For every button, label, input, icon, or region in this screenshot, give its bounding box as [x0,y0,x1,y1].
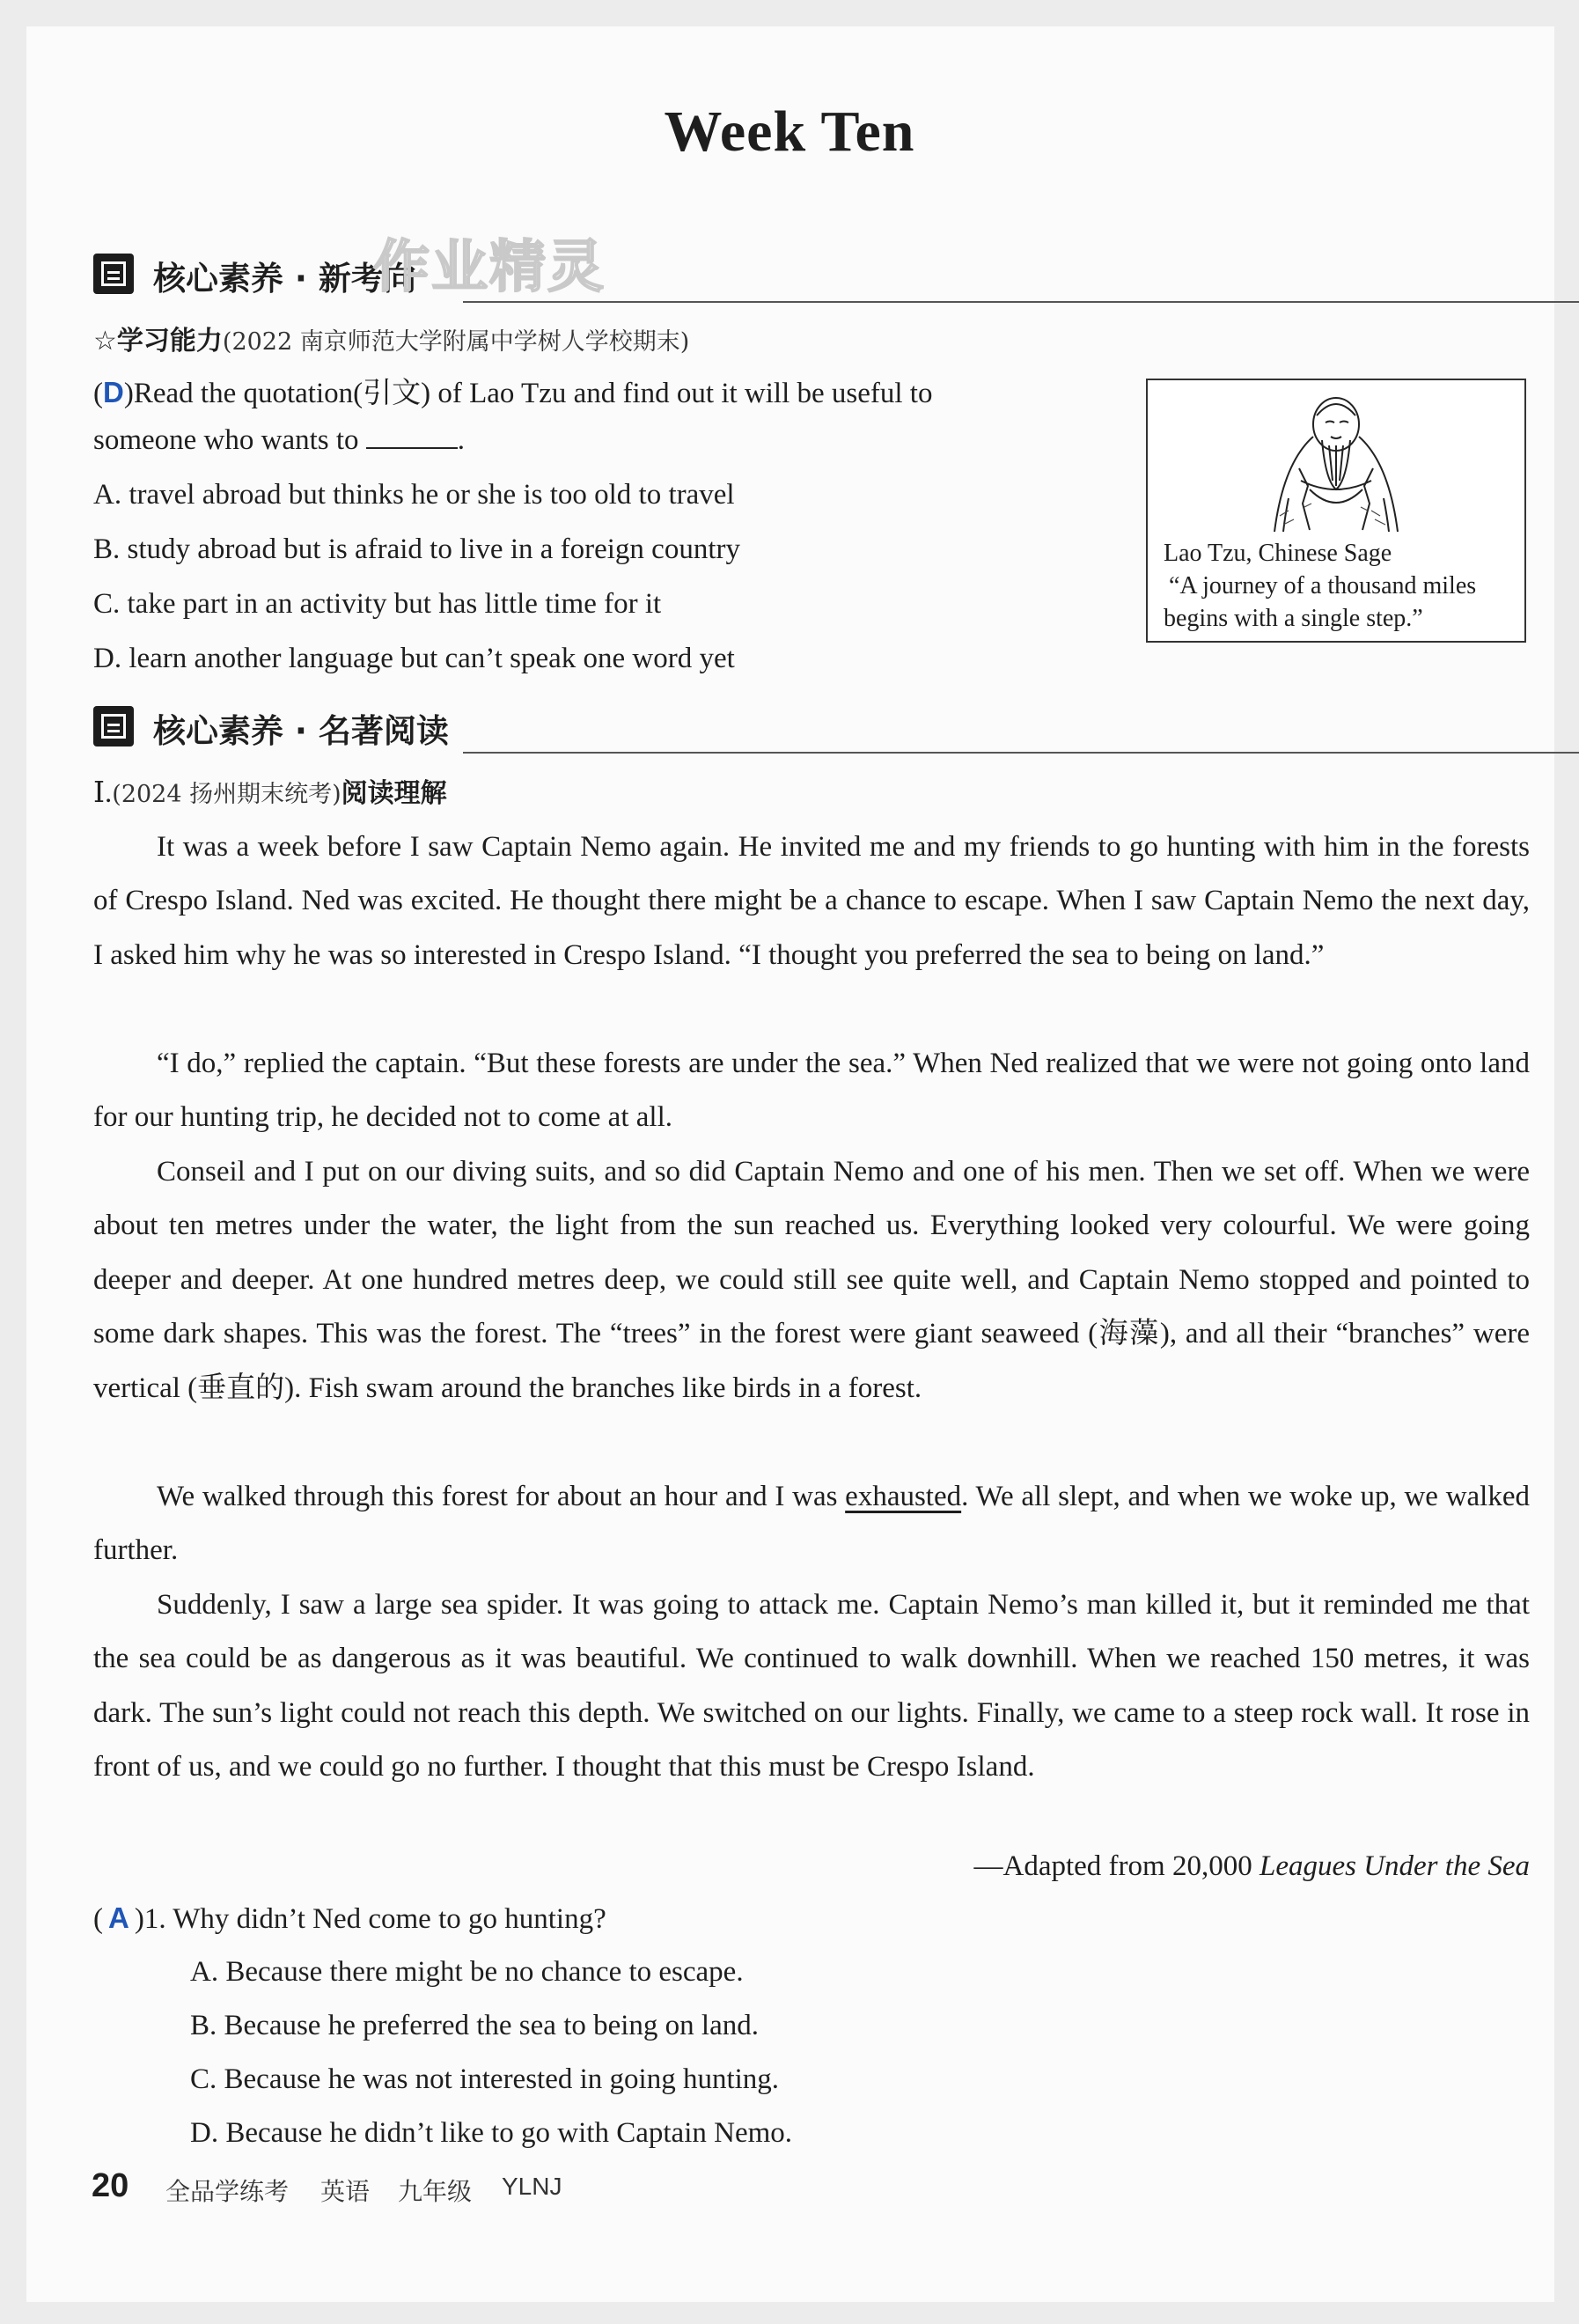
part-line [93,771,447,810]
question-text: 1. Why didn’t Ned come to go hunting? [143,1903,606,1935]
figure-caption [1164,537,1476,635]
attribution-prefix: —Adapted from 20,000 [973,1850,1260,1882]
answer-blank [366,424,458,449]
source-attribution [974,1850,1530,1883]
passage-paragraph-2: “I do,” replied the captain. “But these forests are under the sea.” When Ned realized that we were not going onto land for our hunting trip, he decided not to come at all. [93,1048,1530,1134]
section-heading: 核心素养 · 新考向 [153,260,416,298]
section-header-classic-reading [93,701,1537,754]
passage-paragraph-3: Conseil and I put on our diving suits, and so did Captain Nemo and one of his men. Then we set off. When we were about ten metres under the water, the light from the sun reached us. Everything looked very colourful. We were going deeper and deeper. At one hundred metres deep, we could still see quite well, and Captain Nemo stopped and pointed to some dark shapes. This was the forest. The “trees” in the forest were giant seaweed (海藻), and all their “branches” were vertical (垂直的). Fish swam around the branches like birds in a forest. [93,1156,1530,1404]
paragraph-text: We walked through this forest for about an hour and I was [157,1481,846,1512]
section-book-icon [93,254,134,294]
exam-source: (2024 扬州期末统考) [112,781,342,808]
q1-option-b: B. Because he preferred the sea to being on land. [190,2010,759,2041]
answer-mark: D [103,376,124,408]
ability-line [93,319,689,357]
quotation-question-line1: (D)Read the quotation(引文) of Lao Tzu and find out it will be useful to [93,376,933,409]
footer-grade: 九年级 [398,2177,473,2206]
section-header-new-exam [93,248,1537,301]
answer-mark: A [108,1901,129,1934]
part-number: Ⅰ. [93,777,113,809]
lao-tzu-illustration [1248,384,1424,533]
ability-label: ☆学习能力 [93,326,223,357]
lao-tzu-figure [1146,379,1526,643]
option-a: A. travel abroad but thinks he or she is too old to travel [93,479,735,511]
part-title: 阅读理解 [341,778,447,809]
option-d: D. learn another language but can’t speak one word yet [93,643,735,674]
question-stem-continued: someone who wants to [93,424,359,456]
underlined-word: exhausted [845,1481,962,1512]
section-divider [463,752,1579,754]
caption-name: Lao Tzu, Chinese Sage [1164,540,1392,567]
caption-quote-line1: “A journey of a thousand miles [1169,572,1477,599]
caption-quote-line2: begins with a single step.” [1164,605,1423,632]
q1-option-c: C. Because he was not interested in going hunting. [190,2063,780,2095]
option-b: B. study abroad but is afraid to live in a foreign country [93,533,740,565]
page-number: 20 [92,2167,129,2204]
footer-brand: 全品学练考 [165,2177,290,2206]
q1-option-a: A. Because there might be no chance to escape. [190,1956,744,1988]
passage-paragraph-5: Suddenly, I saw a large sea spider. It was going to attack me. Captain Nemo’s man killed it, but it reminded me that the sea could be as dangerous as it was beautiful. We continued to walk downhill. When we reached 150 metres, it was dark. The sun’s light could not reach this depth. We switched on our lights. Finally, we came to a steep rock wall. It rose in front of us, and we could go no further. I thought that this must be Crespo Island. [93,1589,1530,1783]
book-title: Leagues Under the Sea [1259,1850,1530,1882]
passage-paragraph-4 [93,1470,1530,1578]
question-1-stem: ( A )1. Why didn’t Ned come to go hunting? [93,1901,606,1935]
section-divider [463,301,1579,303]
section-book-icon [93,706,134,746]
question-stem: Read the quotation(引文) of Lao Tzu and find out it will be useful to [133,378,933,409]
watermark: 作业精灵 [373,235,606,300]
paragraph-text: . We all slept, and when we woke up, we walked further. [93,1481,1530,1567]
quotation-question-line2: someone who wants to . [93,424,466,456]
page-title: Week Ten [664,99,915,164]
footer-subject: 英语 [320,2177,371,2206]
q1-option-d: D. Because he didn’t like to go with Captain Nemo. [190,2117,793,2149]
option-c: C. take part in an activity but has little time for it [93,588,662,620]
section-heading: 核心素养 · 名著阅读 [153,712,449,750]
passage-paragraph-1: It was a week before I saw Captain Nemo again. He invited me and my friends to go hunting with him in the forests of Crespo Island. Ned was excited. He thought there might be a chance to escape. When I saw Captain Nemo the next day, I asked him why he was so interested in Crespo Island. “I thought you preferred the sea to being on land.” [93,831,1530,971]
footer-edition: YLNJ [502,2173,562,2200]
exam-source: (2022 南京师范大学附属中学树人学校期末) [222,328,690,356]
